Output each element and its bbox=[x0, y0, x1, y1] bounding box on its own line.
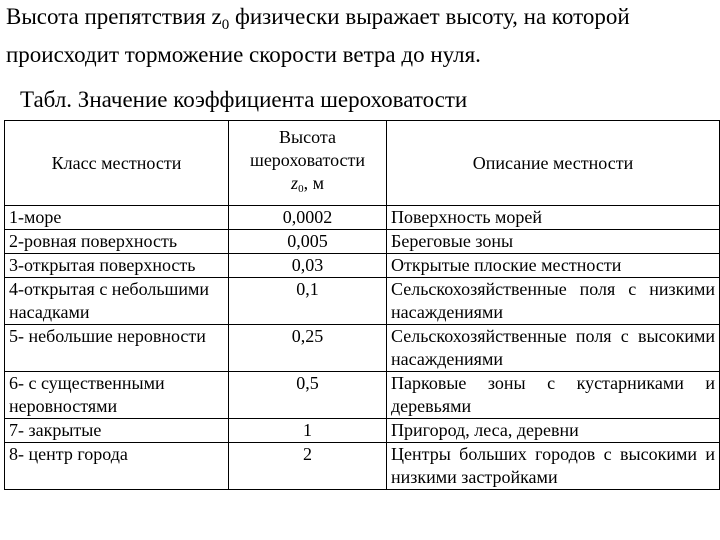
table-row bbox=[5, 206, 720, 230]
header-z-symbol: z bbox=[291, 172, 299, 193]
header-roughness-height bbox=[229, 121, 387, 206]
terrain-class-cell: 7- закрытые bbox=[5, 419, 229, 443]
roughness-value-cell: 0,03 bbox=[229, 254, 387, 278]
terrain-class-cell: 2-ровная поверхность bbox=[5, 230, 229, 254]
roughness-value-cell: 0,005 bbox=[229, 230, 387, 254]
roughness-value-cell: 1 bbox=[229, 419, 387, 443]
table-row bbox=[5, 278, 720, 325]
intro-paragraph bbox=[6, 2, 714, 70]
intro-text-after: физически выражает высоту, на которой происходит торможение скорости ветра до нуля. bbox=[6, 4, 630, 67]
terrain-description-cell: Пригород, леса, деревни bbox=[387, 419, 720, 443]
header-roughness-line2: шероховатости bbox=[249, 149, 366, 170]
intro-subscript: 0 bbox=[221, 17, 230, 33]
table-caption: Табл. Значение коэффициента шероховатости bbox=[20, 87, 468, 112]
roughness-value-cell: 0,25 bbox=[229, 325, 387, 372]
intro-text-before: Высота препятствия z bbox=[6, 4, 222, 29]
terrain-description-cell: Сельскохозяйственные поля с низкими насаждениями bbox=[387, 278, 720, 325]
table-row bbox=[5, 419, 720, 443]
terrain-description-cell: Поверхность морей bbox=[387, 206, 720, 230]
roughness-value-cell: 2 bbox=[229, 443, 387, 490]
header-roughness-symbol-line bbox=[233, 172, 382, 201]
terrain-class-cell: 1-море bbox=[5, 206, 229, 230]
terrain-class-cell: 8- центр города bbox=[5, 443, 229, 490]
terrain-description-cell: Центры больших городов с высокими и низкими застройками bbox=[387, 443, 720, 490]
terrain-class-cell: 6- с существенными неровностями bbox=[5, 372, 229, 419]
roughness-value-cell: 0,1 bbox=[229, 278, 387, 325]
table-row bbox=[5, 325, 720, 372]
table-row bbox=[5, 372, 720, 419]
table-body bbox=[5, 206, 720, 490]
table-row bbox=[5, 254, 720, 278]
terrain-class-cell: 4-открытая с небольшими насадками bbox=[5, 278, 229, 325]
terrain-class-cell: 3-открытая поверхность bbox=[5, 254, 229, 278]
header-terrain-description: Описание местности bbox=[387, 121, 720, 206]
header-roughness-line1: Высота bbox=[279, 126, 336, 147]
roughness-value-cell: 0,0002 bbox=[229, 206, 387, 230]
header-unit: , м bbox=[303, 172, 324, 193]
terrain-description-cell: Открытые плоские местности bbox=[387, 254, 720, 278]
roughness-table bbox=[4, 120, 720, 490]
terrain-description-cell: Парковые зоны с кустарниками и деревьями bbox=[387, 372, 720, 419]
table-header-row bbox=[5, 121, 720, 206]
terrain-description-cell: Береговые зоны bbox=[387, 230, 720, 254]
header-terrain-class: Класс местности bbox=[5, 121, 229, 206]
terrain-class-cell: 5- небольшие неровности bbox=[5, 325, 229, 372]
table-row bbox=[5, 443, 720, 490]
roughness-value-cell: 0,5 bbox=[229, 372, 387, 419]
terrain-description-cell: Сельскохозяйственные поля с высокими насаждениями bbox=[387, 325, 720, 372]
table-row bbox=[5, 230, 720, 254]
header-z-subscript: 0 bbox=[298, 182, 304, 195]
